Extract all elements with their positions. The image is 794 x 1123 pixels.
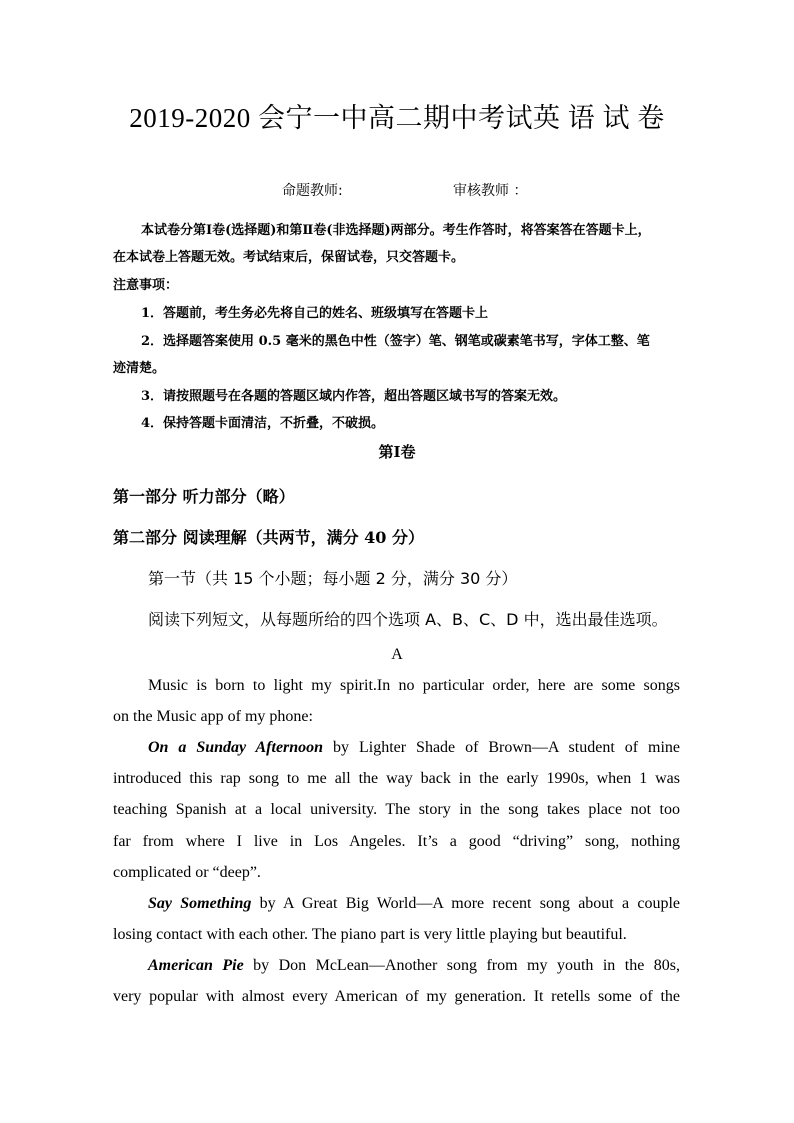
- song-3-line-1: [148, 957, 680, 975]
- reading-instruction: 阅读下列短文，从每题所给的四个选项 A、B、C、D 中，选出最佳选项。: [148, 610, 668, 629]
- song-3-description: by Don McLean—Another song from my youth in the 80s,: [243, 957, 680, 974]
- part-2-heading: 第二部分 阅读理解（共两节，满分 40 分）: [113, 528, 424, 547]
- intro-line-1: 本试卷分第Ⅰ卷(选择题)和第Ⅱ卷(非选择题)两部分。考生作答时，将答案答在答题卡上，: [141, 223, 651, 238]
- song-1-line-2: introduced this rap song to me all the way back in the early 1990s, when 1 was: [113, 770, 680, 787]
- song-1-title: On a Sunday Afternoon: [148, 739, 324, 756]
- part-1-heading: 第一部分 听力部分（略）: [113, 487, 295, 506]
- song-1-line-1: [148, 739, 680, 757]
- reviewer-teacher-label: 审核教师 ：: [453, 183, 528, 199]
- song-1-line-3: teaching Spanish at a local university. The story in the song takes place not too: [113, 801, 680, 818]
- song-2-line-2: losing contact with each other. The piano part is very little playing but beautiful.: [113, 926, 627, 943]
- song-1-line-4: far from where I live in Los Angeles. It’s a good “driving” song, nothing: [113, 833, 680, 850]
- song-3-title: American Pie: [148, 957, 244, 974]
- song-1-line-5: complicated or “deep”.: [113, 864, 261, 881]
- intro-line-2: 在本试卷上答题无效。考试结束后，保留试卷，只交答题卡。: [113, 250, 465, 265]
- notice-item-3: 3．请按照题号在各题的答题区域内作答，超出答题区域书写的答案无效。: [141, 389, 567, 404]
- notice-item-2: 2．选择题答案使用 0.5 毫米的黑色中性（签字）笔、钢笔或碳素笔书写，字体工整、笔: [141, 334, 650, 349]
- song-2-description: by A Great Big World—A more recent song about a couple: [251, 895, 681, 912]
- exam-title: 2019-2020 会宁一中高二期中考试英 语 试 卷: [129, 103, 665, 133]
- volume-title: 第Ⅰ卷: [378, 443, 416, 461]
- song-2-line-1: [148, 895, 680, 913]
- setter-teacher-label: 命题教师:: [282, 183, 343, 199]
- notice-heading: 注意事项：: [113, 278, 179, 293]
- passage-label: A: [391, 646, 403, 663]
- song-1-description: by Lighter Shade of Brown—A student of mine: [323, 739, 680, 756]
- passage-paragraph-1-line-1: Music is born to light my spirit.In no particular order, here are some songs: [148, 677, 680, 694]
- section-1-heading: 第一节（共 15 个小题；每小题 2 分，满分 30 分）: [148, 569, 518, 588]
- notice-item-4: 4．保持答题卡面清洁，不折叠，不破损。: [141, 416, 385, 431]
- song-2-title: Say Something: [148, 895, 252, 912]
- passage-paragraph-1-line-2: on the Music app of my phone:: [113, 708, 313, 725]
- notice-item-2-continued: 迹清楚。: [113, 361, 166, 376]
- notice-item-1: 1．答题前，考生务必先将自己的姓名、班级填写在答题卡上: [141, 306, 489, 321]
- song-3-line-2: very popular with almost every American of my generation. It retells some of the: [113, 988, 680, 1005]
